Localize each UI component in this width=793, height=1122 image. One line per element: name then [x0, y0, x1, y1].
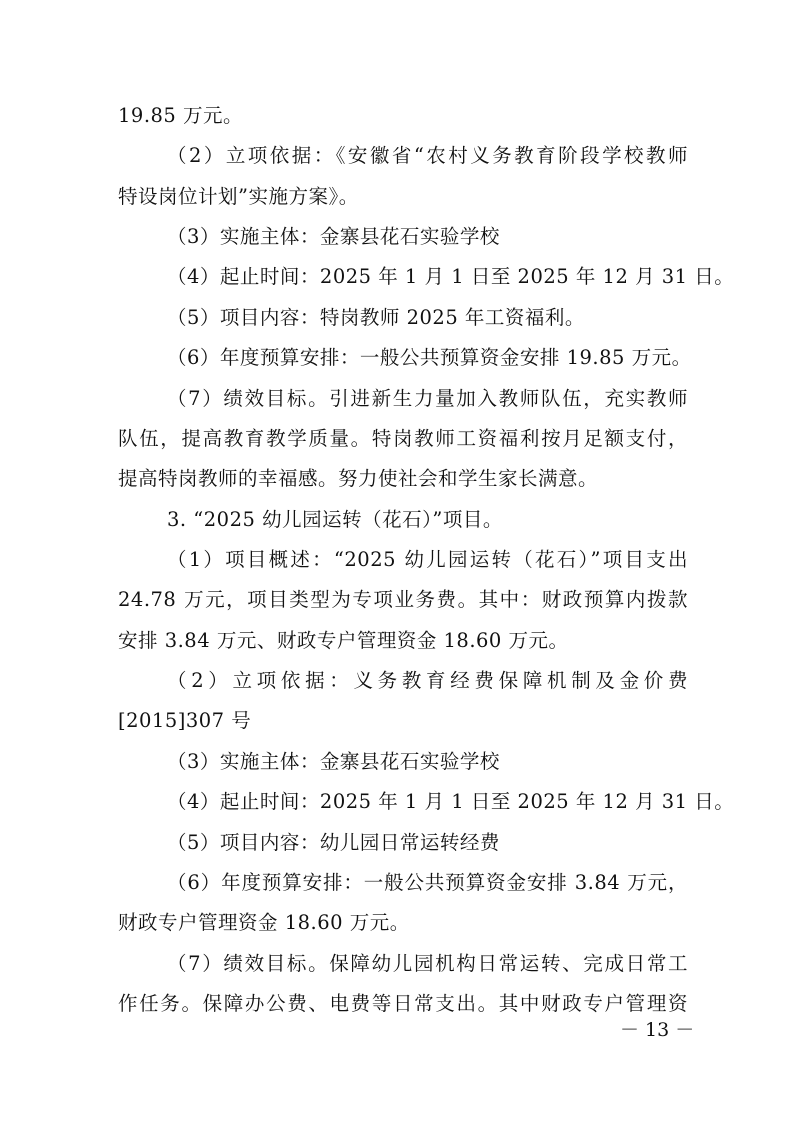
text-line: 19.85 万元。: [118, 104, 244, 127]
text-line: 特设岗位计划”实施方案》。: [118, 185, 359, 208]
text-line: 财政专户管理资金 18.60 万元。: [118, 911, 410, 934]
text-line: （6）年度预算安排：一般公共预算资金安排 19.85 万元。: [167, 346, 692, 369]
text-line: （3）实施主体：金寨县花石实验学校: [167, 225, 500, 248]
page-number: － 13 －: [620, 1019, 695, 1041]
text-line: （5）项目内容：特岗教师 2025 年工资福利。: [167, 306, 585, 329]
text-line: （1）项目概述：“2025 幼儿园运转（花石）”项目支出: [167, 548, 688, 571]
text-line: （7）绩效目标。保障幼儿园机构日常运转、完成日常工: [167, 952, 688, 975]
text-line: （7）绩效目标。引进新生力量加入教师队伍，充实教师: [167, 387, 688, 410]
text-line: 队伍，提高教育教学质量。特岗教师工资福利按月足额支付，: [118, 427, 688, 450]
text-line: [2015]307 号: [118, 709, 252, 732]
text-line: （4）起止时间：2025 年 1 月 1 日至 2025 年 12 月 31 日。: [167, 265, 735, 288]
text-line: 提高特岗教师的幸福感。努力使社会和学生家长满意。: [118, 467, 599, 490]
text-line: （2）立项依据：《安徽省“农村义务教育阶段学校教师: [167, 144, 688, 167]
text-line: （4）起止时间：2025 年 1 月 1 日至 2025 年 12 月 31 日。: [167, 790, 735, 813]
section-heading: 3. “2025 幼儿园运转（花石）”项目。: [167, 508, 503, 531]
text-line: 24.78 万元，项目类型为专项业务费。其中：财政预算内拨款: [118, 588, 688, 611]
text-line: 作任务。保障办公费、电费等日常支出。其中财政专户管理资: [118, 992, 688, 1015]
text-line: （6）年度预算安排：一般公共预算资金安排 3.84 万元，: [167, 871, 688, 894]
text-line: （5）项目内容：幼儿园日常运转经费: [167, 831, 500, 854]
text-line: （3）实施主体：金寨县花石实验学校: [167, 750, 500, 773]
text-line: （2）立项依据：义务教育经费保障机制及金价费: [167, 669, 688, 692]
text-line: 安排 3.84 万元、财政专户管理资金 18.60 万元。: [118, 629, 569, 652]
